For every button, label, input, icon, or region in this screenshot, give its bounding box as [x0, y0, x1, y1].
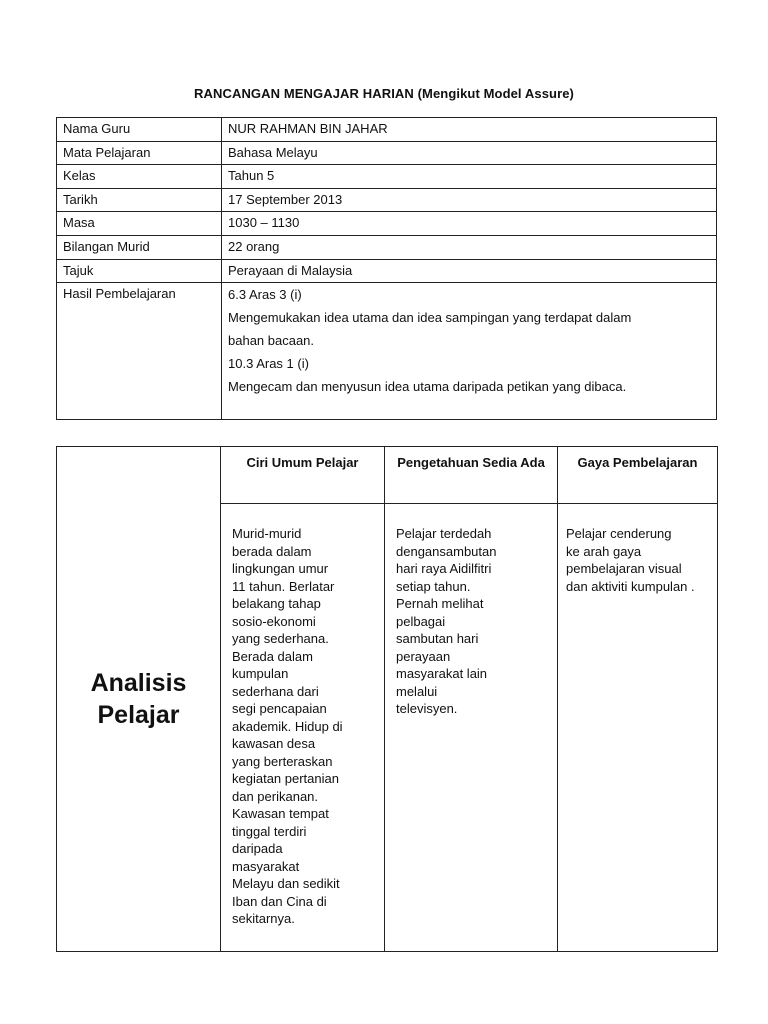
class-value: Tahun 5: [222, 165, 717, 189]
table-row: [57, 235, 717, 259]
column-header-ciri: [221, 447, 385, 504]
gaya-text: Pelajar cenderung ke arah gaya pembelajaran visual dan aktiviti kumpulan .: [566, 526, 695, 594]
learning-outcomes-value: [222, 283, 717, 420]
row-label: Masa: [57, 212, 222, 236]
row-label: Mata Pelajaran: [57, 141, 222, 165]
column-header-text: Gaya Pembelajaran: [577, 455, 698, 470]
teacher-name-value: NUR RAHMAN BIN JAHAR: [222, 118, 717, 142]
column-header-pengetahuan: [385, 447, 558, 504]
table-header-row: [57, 447, 718, 504]
section-label-line: Analisis: [90, 669, 187, 697]
row-label: Tarikh: [57, 188, 222, 212]
table-row: [57, 283, 717, 420]
row-label: Kelas: [57, 165, 222, 189]
table-row: [57, 188, 717, 212]
gaya-cell: [558, 504, 718, 952]
table-row: [57, 165, 717, 189]
subject-value: Bahasa Melayu: [222, 141, 717, 165]
page-title: RANCANGAN MENGAJAR HARIAN (Mengikut Model Assure): [194, 86, 574, 101]
outcome-line: Mengemukakan idea utama dan idea sampingan yang terdapat dalam: [228, 310, 632, 326]
column-header-text: Ciri Umum Pelajar: [246, 455, 359, 470]
row-label: Nama Guru: [57, 118, 222, 142]
pengetahuan-text: Pelajar terdedah dengansambutan hari raya Aidilfitri setiap tahun. Pernah melihat pelbagai sambutan hari perayaan masyarakat lain melalui televisyen.: [396, 526, 497, 716]
outcome-line: 6.3 Aras 3 (i): [228, 287, 302, 303]
row-label: Bilangan Murid: [57, 235, 222, 259]
row-label: Hasil Pembelajaran: [57, 283, 222, 420]
table-row: [57, 212, 717, 236]
outcome-line: bahan bacaan.: [228, 333, 315, 349]
pengetahuan-cell: [385, 504, 558, 952]
student-count-value: 22 orang: [222, 235, 717, 259]
table-row: [57, 118, 717, 142]
outcome-line: 10.3 Aras 1 (i): [228, 356, 309, 372]
learner-analysis-table: [56, 446, 718, 952]
row-label: Tajuk: [57, 259, 222, 283]
ciri-text: Murid-murid berada dalam lingkungan umur 11 tahun. Berlatar belakang tahap sosio-ekonomi yang sederhana. Berada dalam kumpulan sederhana dari segi pencapaian akademik. Hidup di kawasan desa yang berteraskan kegiatan pertanian dan perikanan. Kawasan tempat tinggal terdiri daripada masyarakat Melayu dan sedikit Iban dan Cina di sekitarnya.: [232, 526, 343, 926]
time-value: 1030 – 1130: [222, 212, 717, 236]
section-label: [57, 447, 221, 952]
column-header-text: Pengetahuan Sedia Ada: [397, 455, 545, 470]
column-header-gaya: [558, 447, 718, 504]
date-value: 17 September 2013: [222, 188, 717, 212]
topic-value: Perayaan di Malaysia: [222, 259, 717, 283]
table-row: [57, 259, 717, 283]
lesson-info-table: [56, 117, 717, 420]
outcome-line: Mengecam dan menyusun idea utama daripada petikan yang dibaca.: [228, 379, 627, 395]
ciri-cell: [221, 504, 385, 952]
section-label-line: Pelajar: [97, 701, 180, 729]
table-row: [57, 141, 717, 165]
